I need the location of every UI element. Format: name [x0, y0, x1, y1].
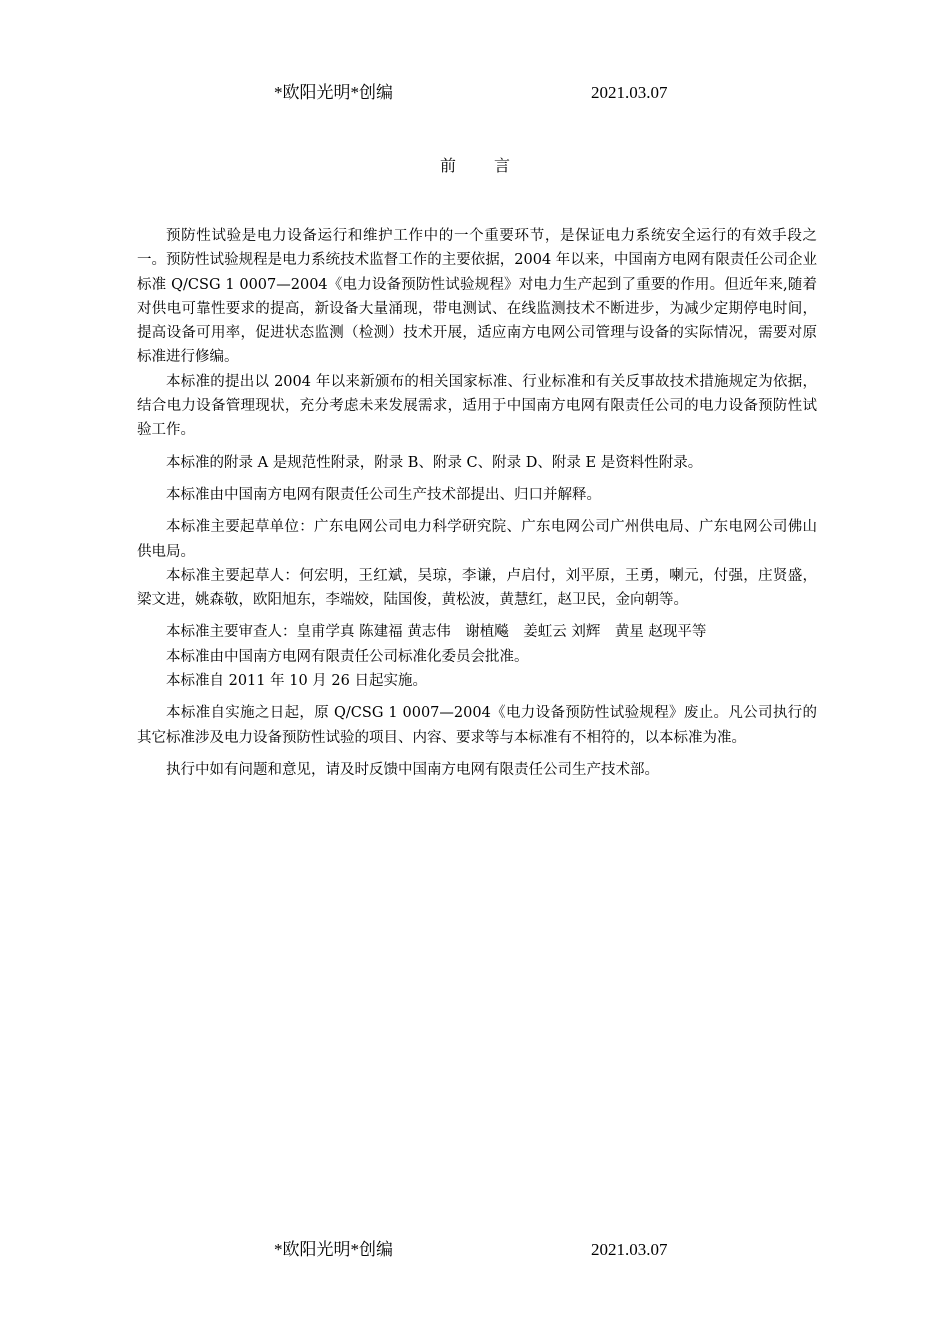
paragraph-feedback: 执行中如有问题和意见，请及时反馈中国南方电网有限责任公司生产技术部。 — [166, 761, 659, 778]
paragraph-reviewers: 本标准主要审查人：皇甫学真 陈建福 黄志伟 谢植飚 姜虹云 刘辉 黄星 赵现平等 — [166, 624, 707, 641]
paragraph-intro: 预防性试验是电力设备运行和维护工作中的一个重要环节，是保证电力系统安全运行的有效手段之一。预防性试验规程是电力系统技术监督工作的主要依据，2004 年以来，中国南方电网有限责任公司企业标准 Q/CSG 1 0007—2004《电力设备预防性试验规程》对电力生产起到了重要的作用。但近年来,随着对供电可靠性要求的提高，新设备大量涌现，带电测试、在线监测技术不断进步，为减少定期停电时间，提高设备可用率，促进状态监测（检测）技术开展，适应南方电网公司管理与设备的实际情况，需要对原标准进行修编。 — [137, 228, 817, 366]
paragraph-drafting-units: 本标准主要起草单位：广东电网公司电力科学研究院、广东电网公司广州供电局、广东电网公司佛山供电局。 — [137, 519, 817, 560]
document-body — [137, 224, 817, 782]
footer-date: 2021.03.07 — [591, 1240, 668, 1259]
header-date: 2021.03.07 — [591, 83, 668, 102]
paragraph-approval: 本标准由中国南方电网有限责任公司标准化委员会批准。 — [166, 648, 529, 665]
footer-author: *欧阳光明*创编 — [274, 1240, 393, 1259]
paragraph-appendix: 本标准的附录 A 是规范性附录，附录 B、附录 C、附录 D、附录 E 是资料性附录。 — [166, 454, 703, 471]
page-footer — [0, 1238, 950, 1262]
document-title: 前言 — [439, 156, 548, 175]
paragraph-proposer: 本标准由中国南方电网有限责任公司生产技术部提出、归口并解释。 — [166, 486, 601, 503]
header-author: *欧阳光明*创编 — [274, 83, 393, 102]
paragraph-drafters: 本标准主要起草人：何宏明，王红斌，吴琼，李谦，卢启付，刘平原，王勇，喇元，付强，庄贤盛，梁文进，姚森敬，欧阳旭东，李端姣，陆国俊，黄松波，黄慧红，赵卫民，金向朝等。 — [137, 567, 817, 609]
page-header — [0, 81, 950, 105]
paragraph-effective-date: 本标准自 2011 年 10 月 26 日起实施。 — [166, 673, 427, 690]
paragraph-basis: 本标准的提出以 2004 年以来新颁布的相关国家标准、行业标准和有关反事故技术措施规定为依据，结合电力设备管理现状，充分考虑未来发展需求，适用于中国南方电网有限责任公司的电力设备预防性试验工作。 — [137, 373, 817, 439]
paragraph-supersedes: 本标准自实施之日起，原 Q/CSG 1 0007—2004《电力设备预防性试验规程》废止。凡公司执行的其它标准涉及电力设备预防性试验的项目、内容、要求等与本标准有不相符的，以本标准为准。 — [137, 705, 817, 746]
